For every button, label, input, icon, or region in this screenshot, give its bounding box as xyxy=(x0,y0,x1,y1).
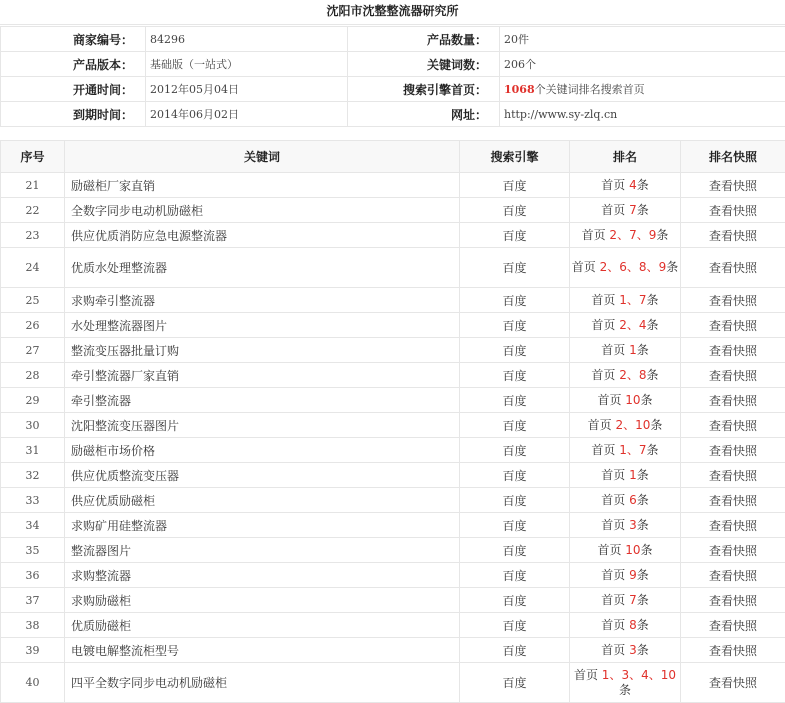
row-snapshot xyxy=(681,463,785,488)
url-value[interactable]: http://www.sy-zlq.cn xyxy=(500,102,785,127)
rank-separator: 、 xyxy=(627,293,639,307)
rank-separator: 、 xyxy=(647,260,659,274)
table-row xyxy=(1,488,785,513)
rank-prefix: 首页 xyxy=(574,668,602,682)
view-snapshot-link[interactable]: 查看快照 xyxy=(709,369,757,383)
rank-position: 1 xyxy=(629,468,637,482)
row-snapshot xyxy=(681,223,785,248)
header-engine: 搜索引擎 xyxy=(460,141,570,173)
search-home-count: 1068 xyxy=(504,83,535,96)
view-snapshot-link[interactable]: 查看快照 xyxy=(709,261,757,275)
row-snapshot xyxy=(681,488,785,513)
row-keyword: 求购矿用硅整流器 xyxy=(65,513,460,538)
row-rank xyxy=(570,313,681,338)
merchant-info-table xyxy=(0,26,785,127)
rank-suffix: 条 xyxy=(637,618,649,632)
rank-position: 6 xyxy=(629,493,637,507)
rank-separator: 、 xyxy=(627,260,639,274)
row-index: 27 xyxy=(1,338,65,363)
table-row xyxy=(1,313,785,338)
view-snapshot-link[interactable]: 查看快照 xyxy=(709,319,757,333)
table-row xyxy=(1,463,785,488)
rank-position: 1 xyxy=(602,668,610,682)
row-index: 34 xyxy=(1,513,65,538)
merchant-no-value: 84296 xyxy=(146,27,348,52)
merchant-no-label: 商家编号： xyxy=(1,27,146,52)
rank-position: 10 xyxy=(661,668,676,682)
url-label: 网址： xyxy=(348,102,500,127)
row-keyword: 牵引整流器厂家直销 xyxy=(65,363,460,388)
keyword-ranking-table xyxy=(0,140,785,703)
row-engine: 百度 xyxy=(460,248,570,288)
row-engine: 百度 xyxy=(460,363,570,388)
rank-position: 10 xyxy=(625,543,640,557)
row-rank xyxy=(570,513,681,538)
search-home-text: 个关键词排名搜索首页 xyxy=(535,83,645,96)
table-row xyxy=(1,413,785,438)
view-snapshot-link[interactable]: 查看快照 xyxy=(709,619,757,633)
view-snapshot-link[interactable]: 查看快照 xyxy=(709,204,757,218)
expire-time-value: 2014年06月02日 xyxy=(146,102,348,127)
row-engine: 百度 xyxy=(460,538,570,563)
rank-suffix: 条 xyxy=(637,343,649,357)
table-row xyxy=(1,388,785,413)
rank-prefix: 首页 xyxy=(588,418,616,432)
row-keyword: 水处理整流器图片 xyxy=(65,313,460,338)
row-index: 36 xyxy=(1,563,65,588)
view-snapshot-link[interactable]: 查看快照 xyxy=(709,544,757,558)
rank-prefix: 首页 xyxy=(601,568,629,582)
row-index: 21 xyxy=(1,173,65,198)
row-snapshot xyxy=(681,638,785,663)
rank-separator: 、 xyxy=(637,228,649,242)
row-snapshot xyxy=(681,588,785,613)
row-rank xyxy=(570,638,681,663)
rank-position: 4 xyxy=(629,178,637,192)
expire-time-label: 到期时间： xyxy=(1,102,146,127)
rank-position: 6 xyxy=(619,260,627,274)
row-engine: 百度 xyxy=(460,338,570,363)
table-row xyxy=(1,363,785,388)
rank-position: 10 xyxy=(625,393,640,407)
row-index: 39 xyxy=(1,638,65,663)
row-keyword: 电镀电解整流柜型号 xyxy=(65,638,460,663)
table-row xyxy=(1,563,785,588)
row-rank xyxy=(570,488,681,513)
rank-suffix: 条 xyxy=(619,683,631,697)
rank-position: 1 xyxy=(629,343,637,357)
rank-position: 7 xyxy=(629,228,637,242)
row-snapshot xyxy=(681,613,785,638)
table-row xyxy=(1,288,785,313)
search-home-value xyxy=(500,77,785,102)
rank-prefix: 首页 xyxy=(601,493,629,507)
table-row xyxy=(1,538,785,563)
rank-prefix: 首页 xyxy=(597,543,625,557)
rank-suffix: 条 xyxy=(637,178,649,192)
view-snapshot-link[interactable]: 查看快照 xyxy=(709,494,757,508)
rank-position: 1 xyxy=(619,443,627,457)
row-index: 25 xyxy=(1,288,65,313)
table-row xyxy=(1,638,785,663)
table-row xyxy=(1,223,785,248)
rank-position: 8 xyxy=(639,260,647,274)
rank-separator: 、 xyxy=(649,668,661,682)
rank-position: 2 xyxy=(609,228,617,242)
table-row xyxy=(1,588,785,613)
row-snapshot xyxy=(681,288,785,313)
row-engine: 百度 xyxy=(460,588,570,613)
row-index: 28 xyxy=(1,363,65,388)
view-snapshot-link[interactable]: 查看快照 xyxy=(709,594,757,608)
row-index: 32 xyxy=(1,463,65,488)
row-keyword: 供应优质消防应急电源整流器 xyxy=(65,223,460,248)
rank-suffix: 条 xyxy=(637,643,649,657)
rank-prefix: 首页 xyxy=(582,228,610,242)
row-engine: 百度 xyxy=(460,388,570,413)
row-rank xyxy=(570,198,681,223)
row-engine: 百度 xyxy=(460,663,570,703)
rank-suffix: 条 xyxy=(641,543,653,557)
row-rank xyxy=(570,663,681,703)
row-keyword: 优质励磁柜 xyxy=(65,613,460,638)
row-snapshot xyxy=(681,363,785,388)
row-index: 35 xyxy=(1,538,65,563)
row-snapshot xyxy=(681,313,785,338)
row-keyword: 牵引整流器 xyxy=(65,388,460,413)
row-index: 23 xyxy=(1,223,65,248)
rank-position: 8 xyxy=(639,368,647,382)
table-row xyxy=(1,513,785,538)
row-keyword: 供应优质励磁柜 xyxy=(65,488,460,513)
row-engine: 百度 xyxy=(460,563,570,588)
row-index: 33 xyxy=(1,488,65,513)
header-snapshot: 排名快照 xyxy=(681,141,785,173)
row-keyword: 整流器图片 xyxy=(65,538,460,563)
row-keyword: 整流变压器批量订购 xyxy=(65,338,460,363)
rank-prefix: 首页 xyxy=(601,203,629,217)
row-index: 26 xyxy=(1,313,65,338)
rank-position: 2 xyxy=(619,368,627,382)
rank-prefix: 首页 xyxy=(601,468,629,482)
row-snapshot xyxy=(681,338,785,363)
open-time-value: 2012年05月04日 xyxy=(146,77,348,102)
rank-suffix: 条 xyxy=(647,368,659,382)
row-snapshot xyxy=(681,198,785,223)
row-rank xyxy=(570,588,681,613)
rank-separator: 、 xyxy=(623,418,635,432)
rank-position: 10 xyxy=(635,418,650,432)
row-engine: 百度 xyxy=(460,638,570,663)
rank-prefix: 首页 xyxy=(591,318,619,332)
row-index: 24 xyxy=(1,248,65,288)
rank-suffix: 条 xyxy=(641,393,653,407)
view-snapshot-link[interactable]: 查看快照 xyxy=(709,229,757,243)
rank-separator: 、 xyxy=(627,443,639,457)
rank-suffix: 条 xyxy=(647,443,659,457)
open-time-label: 开通时间： xyxy=(1,77,146,102)
rank-suffix: 条 xyxy=(637,518,649,532)
rank-separator: 、 xyxy=(627,368,639,382)
table-row xyxy=(1,663,785,703)
row-engine: 百度 xyxy=(460,173,570,198)
row-rank xyxy=(570,248,681,288)
table-row xyxy=(1,338,785,363)
row-rank xyxy=(570,563,681,588)
rank-position: 9 xyxy=(659,260,667,274)
row-snapshot xyxy=(681,538,785,563)
rank-suffix: 条 xyxy=(637,493,649,507)
row-keyword: 优质水处理整流器 xyxy=(65,248,460,288)
row-rank xyxy=(570,463,681,488)
rank-suffix: 条 xyxy=(637,568,649,582)
rank-position: 7 xyxy=(639,293,647,307)
row-snapshot xyxy=(681,413,785,438)
row-rank xyxy=(570,413,681,438)
row-engine: 百度 xyxy=(460,223,570,248)
rank-position: 3 xyxy=(629,643,637,657)
keyword-count-label: 关键词数： xyxy=(348,52,500,77)
row-keyword: 求购励磁柜 xyxy=(65,588,460,613)
rank-position: 3 xyxy=(629,518,637,532)
search-home-label: 搜索引擎首页： xyxy=(348,77,500,102)
row-snapshot xyxy=(681,563,785,588)
rank-prefix: 首页 xyxy=(601,618,629,632)
table-row xyxy=(1,198,785,223)
view-snapshot-link[interactable]: 查看快照 xyxy=(709,344,757,358)
rank-position: 2 xyxy=(600,260,608,274)
row-keyword: 全数字同步电动机励磁柜 xyxy=(65,198,460,223)
rank-prefix: 首页 xyxy=(591,443,619,457)
rank-position: 9 xyxy=(629,568,637,582)
rank-prefix: 首页 xyxy=(601,343,629,357)
rank-suffix: 条 xyxy=(650,418,662,432)
view-snapshot-link[interactable]: 查看快照 xyxy=(709,444,757,458)
view-snapshot-link[interactable]: 查看快照 xyxy=(709,519,757,533)
rank-position: 4 xyxy=(641,668,649,682)
rank-prefix: 首页 xyxy=(591,368,619,382)
row-keyword: 四平全数字同步电动机励磁柜 xyxy=(65,663,460,703)
keyword-count-value: 206个 xyxy=(500,52,785,77)
page-title: 沈阳市沈整整流器研究所 xyxy=(0,0,785,25)
rank-separator: 、 xyxy=(617,228,629,242)
row-rank xyxy=(570,223,681,248)
row-index: 40 xyxy=(1,663,65,703)
row-engine: 百度 xyxy=(460,438,570,463)
row-keyword: 供应优质整流变压器 xyxy=(65,463,460,488)
rank-separator: 、 xyxy=(629,668,641,682)
row-rank xyxy=(570,438,681,463)
view-snapshot-link[interactable]: 查看快照 xyxy=(709,294,757,308)
row-engine: 百度 xyxy=(460,613,570,638)
view-snapshot-link[interactable]: 查看快照 xyxy=(709,644,757,658)
row-index: 37 xyxy=(1,588,65,613)
row-index: 30 xyxy=(1,413,65,438)
row-engine: 百度 xyxy=(460,198,570,223)
rank-prefix: 首页 xyxy=(601,593,629,607)
rank-position: 3 xyxy=(621,668,629,682)
view-snapshot-link[interactable]: 查看快照 xyxy=(709,419,757,433)
view-snapshot-link[interactable]: 查看快照 xyxy=(709,179,757,193)
product-count-label: 产品数量： xyxy=(348,27,500,52)
rank-prefix: 首页 xyxy=(591,293,619,307)
row-engine: 百度 xyxy=(460,513,570,538)
row-snapshot xyxy=(681,438,785,463)
rank-prefix: 首页 xyxy=(601,518,629,532)
rank-suffix: 条 xyxy=(656,228,668,242)
row-rank xyxy=(570,363,681,388)
row-keyword: 求购牵引整流器 xyxy=(65,288,460,313)
row-engine: 百度 xyxy=(460,288,570,313)
rank-suffix: 条 xyxy=(637,203,649,217)
row-engine: 百度 xyxy=(460,463,570,488)
row-rank xyxy=(570,388,681,413)
rank-position: 7 xyxy=(639,443,647,457)
rank-prefix: 首页 xyxy=(572,260,600,274)
row-rank xyxy=(570,173,681,198)
row-engine: 百度 xyxy=(460,413,570,438)
rank-position: 4 xyxy=(639,318,647,332)
rank-position: 2 xyxy=(615,418,623,432)
row-keyword: 求购整流器 xyxy=(65,563,460,588)
rank-position: 7 xyxy=(629,593,637,607)
rank-position: 1 xyxy=(619,293,627,307)
rank-suffix: 条 xyxy=(647,293,659,307)
row-engine: 百度 xyxy=(460,488,570,513)
row-index: 38 xyxy=(1,613,65,638)
view-snapshot-link[interactable]: 查看快照 xyxy=(709,469,757,483)
row-index: 29 xyxy=(1,388,65,413)
row-snapshot xyxy=(681,663,785,703)
row-rank xyxy=(570,613,681,638)
view-snapshot-link[interactable]: 查看快照 xyxy=(709,676,757,690)
row-snapshot xyxy=(681,388,785,413)
row-snapshot xyxy=(681,513,785,538)
table-row xyxy=(1,613,785,638)
table-row xyxy=(1,438,785,463)
view-snapshot-link[interactable]: 查看快照 xyxy=(709,394,757,408)
row-keyword: 励磁柜市场价格 xyxy=(65,438,460,463)
rank-prefix: 首页 xyxy=(601,643,629,657)
rank-suffix: 条 xyxy=(666,260,678,274)
rank-prefix: 首页 xyxy=(597,393,625,407)
row-index: 22 xyxy=(1,198,65,223)
rank-position: 9 xyxy=(649,228,657,242)
version-label: 产品版本： xyxy=(1,52,146,77)
version-value: 基础版（一站式） xyxy=(146,52,348,77)
row-engine: 百度 xyxy=(460,313,570,338)
rank-position: 7 xyxy=(629,203,637,217)
header-rank: 排名 xyxy=(570,141,681,173)
rank-suffix: 条 xyxy=(637,468,649,482)
row-snapshot xyxy=(681,173,785,198)
rank-position: 8 xyxy=(629,618,637,632)
row-snapshot xyxy=(681,248,785,288)
rank-separator: 、 xyxy=(627,318,639,332)
header-keyword: 关键词 xyxy=(65,141,460,173)
rank-suffix: 条 xyxy=(647,318,659,332)
rank-separator: 、 xyxy=(607,260,619,274)
header-index: 序号 xyxy=(1,141,65,173)
rank-prefix: 首页 xyxy=(601,178,629,192)
product-count-value: 20件 xyxy=(500,27,785,52)
row-keyword: 沈阳整流变压器图片 xyxy=(65,413,460,438)
rank-separator: 、 xyxy=(609,668,621,682)
rank-position: 2 xyxy=(619,318,627,332)
row-rank xyxy=(570,538,681,563)
view-snapshot-link[interactable]: 查看快照 xyxy=(709,569,757,583)
row-rank xyxy=(570,338,681,363)
table-row xyxy=(1,248,785,288)
table-row xyxy=(1,173,785,198)
row-keyword: 励磁柜厂家直销 xyxy=(65,173,460,198)
row-rank xyxy=(570,288,681,313)
row-index: 31 xyxy=(1,438,65,463)
rank-suffix: 条 xyxy=(637,593,649,607)
